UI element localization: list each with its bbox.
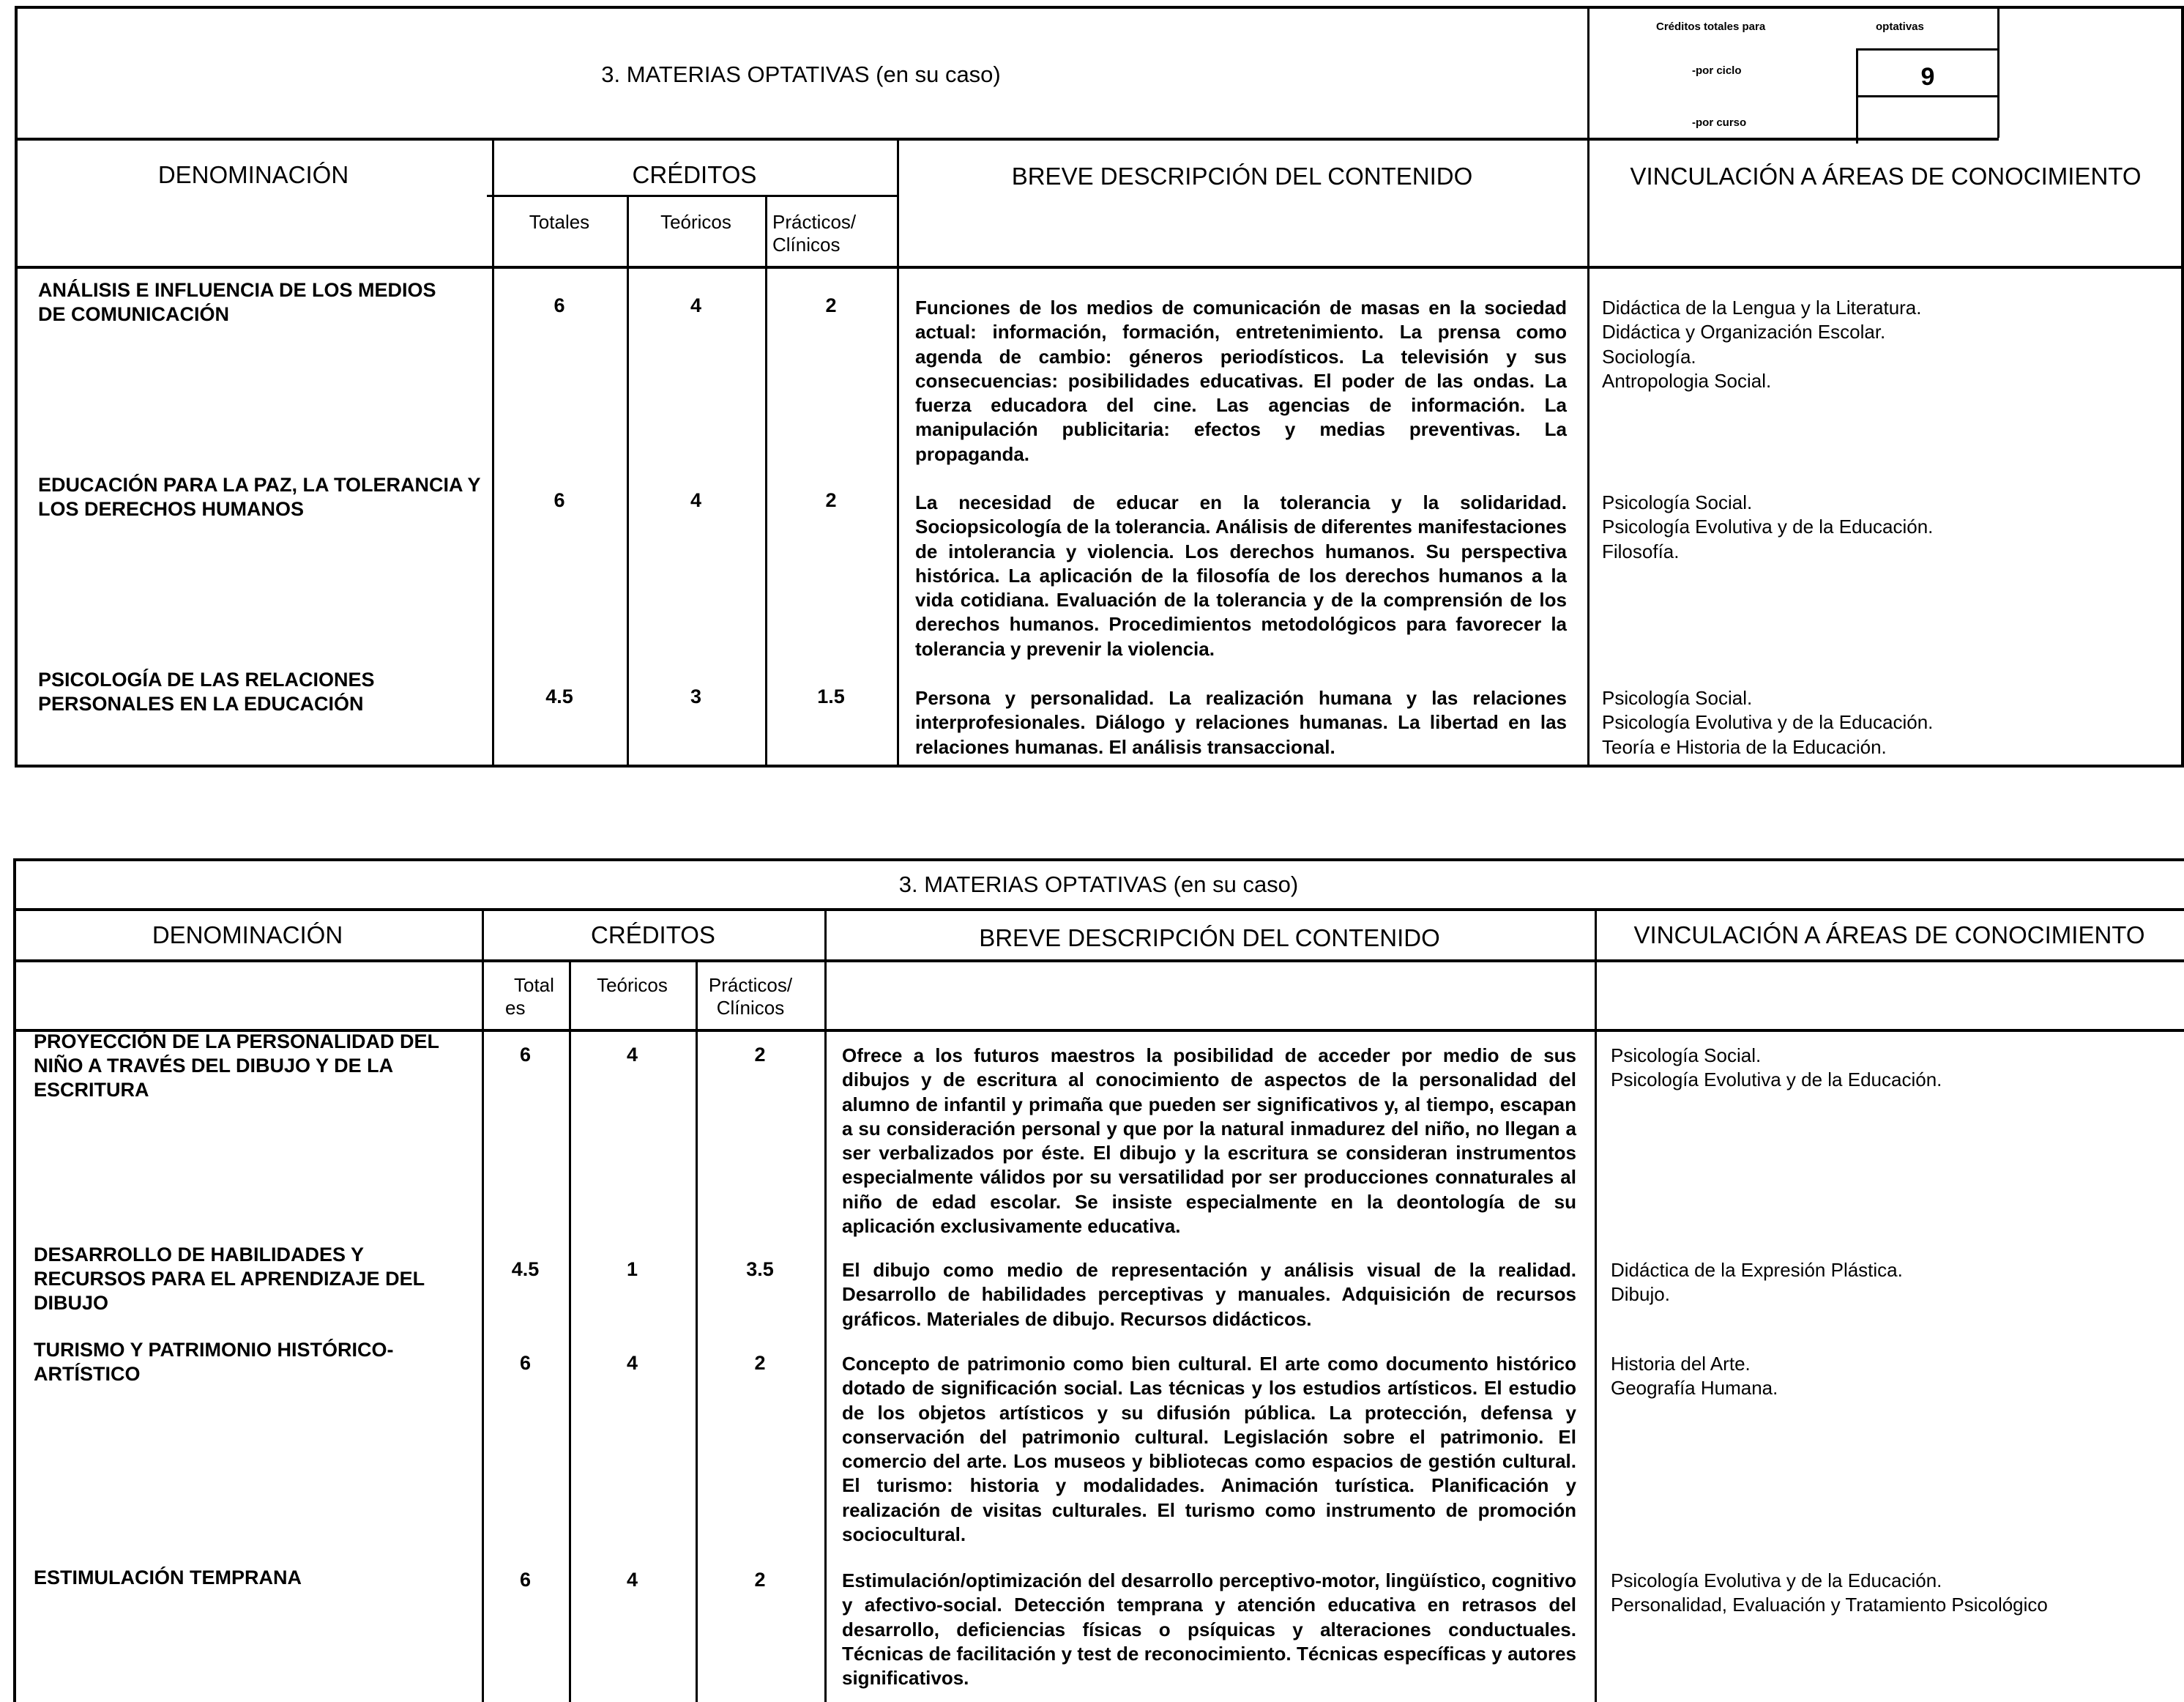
header-vinculacion: VINCULACIÓN A ÁREAS DE CONOCIMIENTO bbox=[1633, 921, 2145, 948]
header-descripcion: BREVE DESCRIPCIÓN DEL CONTENIDO bbox=[979, 924, 1440, 951]
rule bbox=[13, 858, 2184, 861]
credits-theory: 4 bbox=[690, 294, 702, 316]
subject-name: ANÁLISIS E INFLUENCIA DE LOS MEDIOS DE COMUNICACIÓN bbox=[38, 279, 436, 325]
rule bbox=[15, 138, 1999, 141]
credits-theory: 1 bbox=[626, 1258, 638, 1280]
area-item: Historia del Arte. bbox=[1611, 1353, 1751, 1375]
credits-total: 4.5 bbox=[545, 685, 573, 707]
header-vinculacion: VINCULACIÓN A ÁREAS DE CONOCIMIENTO bbox=[1630, 163, 2142, 190]
subject-description: La necesidad de educar en la tolerancia y la solidaridad. Sociopsicología de la tolerancia. Análisis de diferentes manifestaciones de intolerancia y violencia. Los derechos humanos. Su perspectiva histórica. La aplicación de la filosofía de los derechos humanos a la vida cotidiana. Evaluación de la tolerancia y de la comprensión de los derechos humanos. Procedimientos metodológicos para favorecer la tolerancia y prevenir la violencia. bbox=[915, 491, 1567, 660]
area-item: Psicología Evolutiva y de la Educación. bbox=[1611, 1069, 1942, 1091]
area-item: Psicología Social. bbox=[1602, 687, 1753, 709]
rule bbox=[627, 195, 629, 768]
credits-practice: 3.5 bbox=[746, 1258, 774, 1280]
credits-practice: 2 bbox=[825, 294, 837, 316]
area-item: Psicología Evolutiva y de la Educación. bbox=[1602, 516, 1934, 538]
credits-total: 6 bbox=[554, 294, 565, 316]
credits-total: 6 bbox=[519, 1044, 532, 1066]
knowledge-areas bbox=[1611, 1044, 1942, 1093]
rule bbox=[1997, 6, 1999, 138]
subject-name: ESTIMULACIÓN TEMPRANA bbox=[34, 1567, 302, 1588]
credits-practice: 2 bbox=[754, 1044, 766, 1066]
credits-total: 6 bbox=[554, 489, 565, 511]
area-item: Teoría e Historia de la Educación. bbox=[1602, 735, 1887, 758]
subject-name: PROYECCIÓN DE LA PERSONALIDAD DEL NIÑO A TRAVÉS DEL DIBUJO Y DE LA ESCRITURA bbox=[34, 1030, 439, 1101]
area-item: Didáctica de la Lengua y la Literatura. bbox=[1602, 297, 1922, 319]
credits-theory: 4 bbox=[626, 1569, 638, 1591]
area-item: Sociología. bbox=[1602, 345, 1696, 368]
header-practicos: Prácticos/ Clínicos bbox=[708, 974, 793, 1019]
rule bbox=[897, 138, 899, 768]
rule bbox=[13, 908, 2184, 911]
rule bbox=[1587, 6, 1589, 266]
subject-name: DESARROLLO DE HABILIDADES Y RECURSOS PARA EL APRENDIZAJE DEL DIBUJO bbox=[34, 1244, 425, 1314]
credits-total: 6 bbox=[519, 1352, 532, 1374]
subject-name: EDUCACIÓN PARA LA PAZ, LA TOLERANCIA Y LOS DERECHOS HUMANOS bbox=[38, 474, 481, 520]
credits-theory: 4 bbox=[626, 1352, 638, 1374]
subject-description: Concepto de patrimonio como bien cultural. El arte como documento histórico dotado de significación social. Las técnicas y los estudios artísticos. El estudio de los objetos artísticos y su difusión pública. La protección, defensa y conservación del patrimonio cultural. Legislación sobre el patrimonio. El comercio del arte. Los museos y bibliotecas como espacios de gestión cultural. El turismo: historia y modalidades. Animación turística. Planificación y realización de visitas culturales. El turismo como instrumento de promoción sociocultural. bbox=[842, 1353, 1576, 1546]
knowledge-areas bbox=[1602, 491, 1933, 564]
per-course-label: -por curso bbox=[1692, 116, 1747, 129]
header-totales bbox=[505, 974, 554, 1019]
rule bbox=[824, 908, 827, 1702]
knowledge-areas bbox=[1611, 1569, 2048, 1618]
area-item: Didáctica y Organización Escolar. bbox=[1602, 321, 1886, 343]
area-item: Antropologia Social. bbox=[1602, 369, 1772, 392]
knowledge-areas bbox=[1602, 296, 1922, 393]
credits-theory: 4 bbox=[690, 489, 702, 511]
rule bbox=[765, 195, 767, 768]
header-descripcion: BREVE DESCRIPCIÓN DEL CONTENIDO bbox=[1011, 163, 1473, 190]
header-totales: Totales bbox=[529, 211, 590, 233]
header-teoricos: Teóricos bbox=[597, 974, 668, 996]
area-item: Filosofía. bbox=[1602, 540, 1680, 562]
subject-description: Funciones de los medios de comunicación de masas en la sociedad actual: información, formación, entretenimiento. La prensa como agenda de cambio: géneros periodísticos. La televisión y sus consecuencias: posibilidades educativas. El poder de las ondas. La fuerza educadora del cine. Las agencias de información. La manipulación publicitaria: efectos y medias preventivas. La propaganda. bbox=[915, 297, 1567, 465]
credits-total-label: Créditos totales para bbox=[1656, 21, 1766, 33]
header-practicos: Prácticos/ Clínicos bbox=[772, 211, 857, 256]
header-teoricos: Teóricos bbox=[660, 211, 731, 233]
area-item: Psicología Social. bbox=[1602, 491, 1753, 513]
subject-description: El dibujo como medio de representación y análisis visual de la realidad. Desarrollo de habilidades perceptivas y manuales. Adquisición de recursos gráficos. Materiales de dibujo. Recursos didácticos. bbox=[842, 1259, 1576, 1330]
rule bbox=[1856, 48, 1997, 51]
knowledge-areas bbox=[1611, 1258, 1903, 1307]
rule bbox=[13, 858, 16, 1702]
rule bbox=[1595, 908, 1597, 1702]
subject-description: Estimulación/optimización del desarrollo perceptivo-motor, lingüístico, cognitivo y afectivo-social. Detección temprana y atención educativa en retrasos del desarrollo, deficiencias físicas o psíquicas y alteraciones conductuales. Técnicas de facilitación y test de reconocimiento. Técnicas específicas y autores significativos. bbox=[842, 1569, 1576, 1690]
credits-theory: 4 bbox=[626, 1044, 638, 1066]
area-item: Dibujo. bbox=[1611, 1283, 1670, 1306]
header-totales-line: Total bbox=[514, 974, 554, 996]
table-title: 3. MATERIAS OPTATIVAS (en su caso) bbox=[601, 62, 1001, 87]
subject-description: Persona y personalidad. La realización humana y las relaciones interprofesionales. Diálogo y relaciones humanas. La libertad en las relaciones humanas. El análisis transaccional. bbox=[915, 687, 1567, 758]
knowledge-areas bbox=[1611, 1352, 1778, 1401]
header-creditos: CRÉDITOS bbox=[632, 161, 757, 188]
header-denominacion: DENOMINACIÓN bbox=[152, 921, 343, 948]
credits-optativas-label: optativas bbox=[1876, 21, 1924, 33]
rule bbox=[15, 266, 2184, 269]
subject-name: TURISMO Y PATRIMONIO HISTÓRICO-ARTÍSTICO bbox=[34, 1339, 394, 1385]
credits-theory: 3 bbox=[690, 685, 702, 707]
credits-practice: 2 bbox=[754, 1352, 766, 1374]
header-totales-line: es bbox=[505, 997, 526, 1019]
rule bbox=[1587, 266, 1589, 768]
header-creditos: CRÉDITOS bbox=[591, 921, 715, 948]
area-item: Didáctica de la Expresión Plástica. bbox=[1611, 1259, 1903, 1281]
per-cycle-value: 9 bbox=[1920, 63, 1935, 91]
table-title: 3. MATERIAS OPTATIVAS (en su caso) bbox=[898, 872, 1299, 897]
area-item: Geografía Humana. bbox=[1611, 1377, 1778, 1400]
subject-name: PSICOLOGÍA DE LAS RELACIONES PERSONALES EN LA EDUCACIÓN bbox=[38, 669, 375, 715]
subject-description: Ofrece a los futuros maestros la posibilidad de acceder por medio de sus dibujos y de escritura al conocimiento de aspectos de la personalidad del alumno de infantil y primaña que pueden ser significativos y, al tiempo, escapan a su consideración personal y que por la natural inmadurez del niño, no llegan a ser verbalizados por éste. El dibujo y la escritura se consideran instrumentos especialmente válidos por su versatilidad por ser producciones connaturales al niño de edad escolar. Se insiste especialmente en la deontología de su aplicación exclusivamente educativa. bbox=[842, 1044, 1576, 1238]
area-item: Personalidad, Evaluación y Tratamiento Psicológico bbox=[1611, 1594, 2048, 1616]
credits-practice: 1.5 bbox=[817, 685, 845, 707]
header-denominacion: DENOMINACIÓN bbox=[157, 161, 349, 188]
knowledge-areas bbox=[1602, 686, 1933, 759]
rule bbox=[13, 959, 2184, 962]
credits-practice: 2 bbox=[754, 1569, 766, 1591]
area-item: Psicología Evolutiva y de la Educación. bbox=[1602, 711, 1934, 734]
credits-total: 4.5 bbox=[511, 1258, 540, 1280]
area-item: Psicología Social. bbox=[1611, 1044, 1762, 1066]
credits-practice: 2 bbox=[825, 489, 837, 511]
credits-total: 6 bbox=[519, 1569, 532, 1591]
per-cycle-label: -por ciclo bbox=[1692, 64, 1742, 77]
rule bbox=[1856, 95, 1997, 97]
area-item: Psicología Evolutiva y de la Educación. bbox=[1611, 1569, 1942, 1591]
rule bbox=[487, 195, 897, 197]
